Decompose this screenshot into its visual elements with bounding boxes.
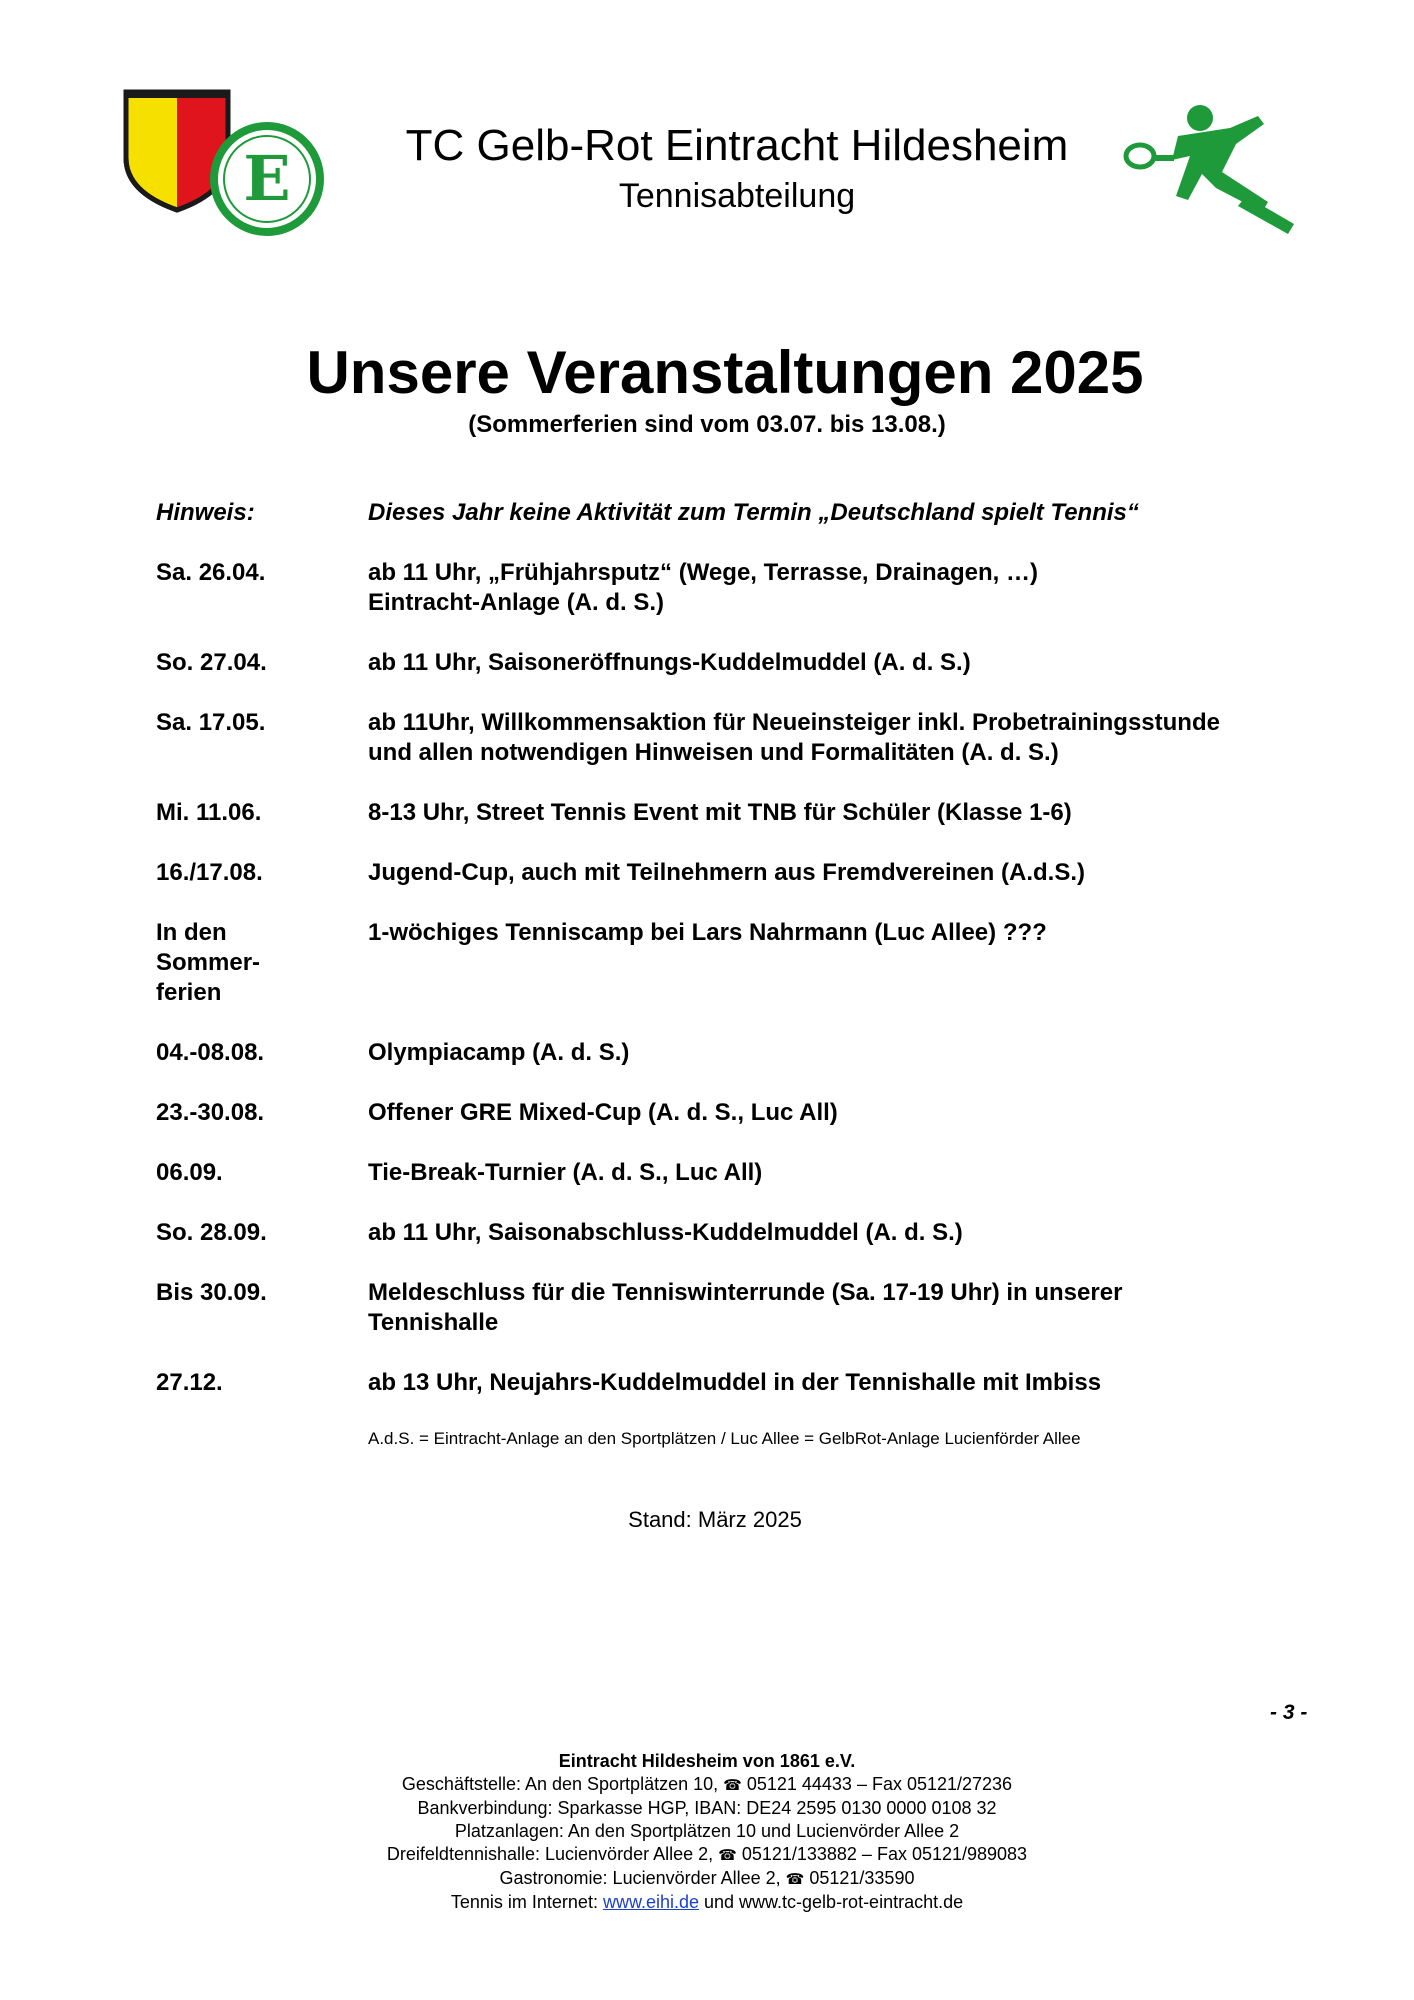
event-text: ab 11 Uhr, „Frühjahrsputz“ (Wege, Terrasse, Drainagen, …) Eintracht-Anlage (A. d. S.) <box>368 559 1038 616</box>
footer-office <box>0 1773 1414 1797</box>
event-date: Sa. 17.05. <box>156 709 266 736</box>
footer-grounds: Platzanlagen: An den Sportplätzen 10 und Lucienvörder Allee 2 <box>454 1821 960 1841</box>
event-date: Hinweis: <box>156 499 255 526</box>
event-date: 06.09. <box>156 1159 223 1186</box>
event-text: 8-13 Uhr, Street Tennis Event mit TNB für Schüler (Klasse 1-6) <box>368 799 1072 826</box>
legend-note: A.d.S. = Eintracht-Anlage an den Sportplätzen / Luc Allee = GelbRot-Anlage Lucienförder Allee <box>368 1429 1081 1448</box>
event-text: Offener GRE Mixed-Cup (A. d. S., Luc All) <box>368 1099 838 1126</box>
phone-icon: ☎ <box>718 1847 737 1864</box>
event-date: 16./17.08. <box>156 859 263 886</box>
footer-gastro-address: Gastronomie: Lucienvörder Allee 2, <box>499 1868 786 1888</box>
footer-hall-address: Dreifeldtennishalle: Lucienvörder Allee 2, <box>386 1844 719 1864</box>
event-date: 27.12. <box>156 1369 223 1396</box>
event-text: ab 11Uhr, Willkommensaktion für Neueinsteiger inkl. Probetrainingsstunde und allen notwendigen Hinweisen und Formalitäten (A. d. S.) <box>368 709 1220 766</box>
event-text: ab 13 Uhr, Neujahrs-Kuddelmuddel in der Tennishalle mit Imbiss <box>368 1369 1102 1396</box>
footer-hall-phone: 05121/133882 – Fax 05121/989083 <box>736 1844 1028 1864</box>
footer-bank: Bankverbindung: Sparkasse HGP, IBAN: DE24 2595 0130 0000 0108 32 <box>417 1798 997 1818</box>
event-text: Dieses Jahr keine Aktivität zum Termin „Deutschland spielt Tennis“ <box>368 499 1139 526</box>
footer-org: Eintracht Hildesheim von 1861 e.V. <box>558 1751 856 1771</box>
event-text: ab 11 Uhr, Saisoneröffnungs-Kuddelmuddel (A. d. S.) <box>368 649 971 676</box>
footer-internet <box>0 1891 1414 1914</box>
footer-internet-label: Tennis im Internet: <box>450 1892 603 1912</box>
event-date: In den Sommer- ferien <box>156 919 261 1006</box>
event-date: So. 27.04. <box>156 649 267 676</box>
event-date: Sa. 26.04. <box>156 559 266 586</box>
event-text: Tie-Break-Turnier (A. d. S., Luc All) <box>368 1159 763 1186</box>
department-name: Tennisabteilung <box>618 177 856 215</box>
event-date: 04.-08.08. <box>156 1039 265 1066</box>
page-title: Unsere Veranstaltungen 2025 <box>306 339 1144 406</box>
footer-internet-suffix: und www.tc-gelb-rot-eintracht.de <box>699 1892 964 1912</box>
footer <box>0 1750 1414 1914</box>
event-text: ab 11 Uhr, Saisonabschluss-Kuddelmuddel (A. d. S.) <box>368 1219 963 1246</box>
event-text: Olympiacamp (A. d. S.) <box>368 1039 630 1066</box>
event-date: Mi. 11.06. <box>156 799 262 826</box>
phone-icon: ☎ <box>785 1871 805 1888</box>
event-text: Jugend-Cup, auch mit Teilnehmern aus Fremdvereinen (A.d.S.) <box>368 859 1085 886</box>
stand-date: Stand: März 2025 <box>628 1507 802 1532</box>
event-date: Bis 30.09. <box>156 1279 267 1306</box>
svg-text:E: E <box>243 142 291 215</box>
event-text: Meldeschluss für die Tenniswinterrunde (Sa. 17-19 Uhr) in unserer Tennishalle <box>368 1279 1123 1336</box>
footer-office-phone: 05121 44433 – Fax 05121/27236 <box>741 1774 1013 1794</box>
eihi-link[interactable]: www.eihi.de <box>602 1892 699 1912</box>
club-name: TC Gelb-Rot Eintracht Hildesheim <box>405 121 1069 170</box>
footer-gastro <box>0 1867 1414 1891</box>
footer-hall <box>0 1843 1414 1867</box>
page-subtitle: (Sommerferien sind vom 03.07. bis 13.08.) <box>468 411 946 438</box>
page-number: - 3 - <box>1270 1701 1308 1724</box>
event-date: So. 28.09. <box>156 1219 267 1246</box>
footer-gastro-phone: 05121/33590 <box>804 1868 915 1888</box>
phone-icon: ☎ <box>723 1777 742 1794</box>
event-date: 23.-30.08. <box>156 1099 265 1126</box>
footer-office-address: Geschäftstelle: An den Sportplätzen 10, <box>401 1774 724 1794</box>
event-text: 1-wöchiges Tenniscamp bei Lars Nahrmann (Luc Allee) ??? <box>368 919 1047 946</box>
